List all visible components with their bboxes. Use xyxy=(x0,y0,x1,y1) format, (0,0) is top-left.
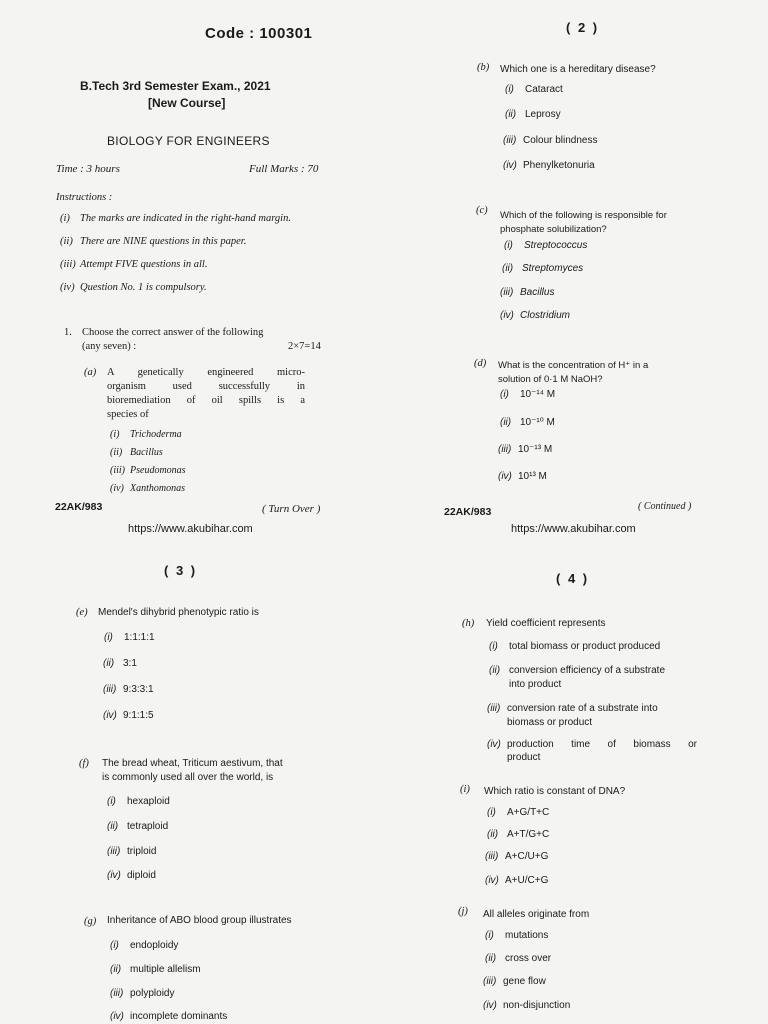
paper-code: Code : 100301 xyxy=(205,25,313,42)
option-item: (ii) tetraploid xyxy=(107,821,169,832)
option-item: (ii) 3:1 xyxy=(103,658,137,669)
question-i-label: (i) xyxy=(460,784,470,795)
option-item: (iii) 9:3:3:1 xyxy=(103,684,154,695)
option-item: (ii) Leprosy xyxy=(505,109,561,120)
question-a-line: A genetically engineered micro- xyxy=(107,367,305,378)
question-a-line: bioremediation of oil spills is a xyxy=(107,395,305,406)
question-j-text: All alleles originate from xyxy=(483,909,590,920)
option-item: (i) total biomass or product produced xyxy=(489,641,661,652)
option-item: (iv) incomplete dominants xyxy=(110,1011,228,1022)
exam-time: Time : 3 hours xyxy=(56,163,120,175)
option-item: (i) 1:1:1:1 xyxy=(104,632,155,643)
question-i-text: Which ratio is constant of DNA? xyxy=(484,786,626,797)
question-1-text: Choose the correct answer of the following xyxy=(82,327,264,338)
question-e-label: (e) xyxy=(76,607,88,618)
option-item: (ii) A+T/G+C xyxy=(487,829,550,840)
footer-url[interactable]: https://www.akubihar.com xyxy=(128,523,253,535)
question-c-line: phosphate solubilization? xyxy=(500,224,607,235)
question-1-subtext: (any seven) : xyxy=(82,341,137,352)
option-item: (iv) Xanthomonas xyxy=(110,483,185,494)
option-item: (ii) cross over xyxy=(485,953,552,964)
option-item: (i) Cataract xyxy=(505,84,563,95)
question-h-label: (h) xyxy=(462,618,475,629)
option-item: (ii) Bacillus xyxy=(110,447,163,458)
question-1-number: 1. xyxy=(64,327,72,338)
option-item: (iv) 10¹³ M xyxy=(498,471,547,482)
question-g-label: (g) xyxy=(84,916,97,927)
option-item: (ii) conversion efficiency of a substrate xyxy=(489,665,666,676)
option-item: (iv) A+U/C+G xyxy=(485,875,549,886)
option-item: (i) A+G/T+C xyxy=(487,807,550,818)
question-c-line: Which of the following is responsible for xyxy=(500,210,667,221)
instruction-item: (ii) There are NINE questions in this paper. xyxy=(60,236,247,247)
option-item: (iii) 10⁻¹³ M xyxy=(498,444,553,455)
question-b-label: (b) xyxy=(477,62,490,73)
instruction-item: (iii) Attempt FIVE questions in all. xyxy=(60,259,208,270)
option-item: (iii) conversion rate of a substrate into xyxy=(487,703,658,714)
question-f-label: (f) xyxy=(79,758,89,769)
page-number: ( 2 ) xyxy=(566,20,600,35)
option-item: (i) Trichoderma xyxy=(110,429,182,440)
option-item: (iii) Colour blindness xyxy=(503,135,598,146)
option-item: (i) 10⁻¹⁴ M xyxy=(500,389,556,400)
option-item: (i) hexaploid xyxy=(107,796,170,807)
question-f-line: is commonly used all over the world, is xyxy=(102,772,274,783)
option-item: (i) endoploidy xyxy=(110,940,179,951)
exam-title: B.Tech 3rd Semester Exam., 2021 xyxy=(80,79,271,93)
footer-url[interactable]: https://www.akubihar.com xyxy=(511,523,636,535)
footer-code: 22AK/983 xyxy=(444,506,492,518)
option-item: (iv) Clostridium xyxy=(500,310,571,321)
option-item: (iv) Phenylketonuria xyxy=(503,160,595,171)
option-item-cont: biomass or product xyxy=(507,717,593,728)
question-e-text: Mendel's dihybrid phenotypic ratio is xyxy=(98,607,259,618)
option-item: (i) mutations xyxy=(485,930,549,941)
course-label: [New Course] xyxy=(148,96,226,110)
question-h-text: Yield coefficient represents xyxy=(486,618,606,629)
question-b-text: Which one is a hereditary disease? xyxy=(500,64,656,75)
option-item-cont: into product xyxy=(509,679,562,690)
option-item: (iv) production time of biomass or xyxy=(487,739,697,750)
instruction-item: (i) The marks are indicated in the right-hand margin. xyxy=(60,213,291,224)
page-number: ( 3 ) xyxy=(164,563,198,578)
question-f-line: The bread wheat, Triticum aestivum, that xyxy=(102,758,283,769)
option-item: (ii) 10⁻¹⁰ M xyxy=(500,417,555,428)
option-item: (iii) Bacillus xyxy=(500,287,555,298)
instruction-item: (iv) Question No. 1 is compulsory. xyxy=(60,282,207,293)
instructions-heading: Instructions : xyxy=(56,192,113,203)
option-item: (i) Streptococcus xyxy=(504,240,588,251)
option-item: (iii) A+C/U+G xyxy=(485,851,549,862)
option-item-cont: product xyxy=(507,752,541,763)
question-1-marks: 2×7=14 xyxy=(288,341,321,352)
question-d-line: What is the concentration of H⁺ in a xyxy=(498,360,649,371)
footer-turn-over: ( Turn Over ) xyxy=(262,503,321,515)
question-d-label: (d) xyxy=(474,358,487,369)
subject-title: BIOLOGY FOR ENGINEERS xyxy=(107,134,270,148)
option-item: (iii) polyploidy xyxy=(110,988,175,999)
question-a-line: organism used successfully in xyxy=(107,381,305,392)
question-c-label: (c) xyxy=(476,205,488,216)
option-item: (iii) Pseudomonas xyxy=(110,465,186,476)
option-item: (iii) gene flow xyxy=(483,976,546,987)
option-item: (iv) 9:1:1:5 xyxy=(103,710,154,721)
question-a-label: (a) xyxy=(84,367,97,378)
question-j-label: (j) xyxy=(458,906,468,917)
question-g-text: Inheritance of ABO blood group illustrates xyxy=(107,915,292,926)
question-d-line: solution of 0·1 M NaOH? xyxy=(498,374,603,385)
full-marks: Full Marks : 70 xyxy=(249,163,319,175)
option-item: (iv) non-disjunction xyxy=(483,1000,571,1011)
option-item: (iii) triploid xyxy=(107,846,157,857)
footer-code: 22AK/983 xyxy=(55,501,103,513)
option-item: (iv) diploid xyxy=(107,870,156,881)
option-item: (ii) multiple allelism xyxy=(110,964,201,975)
page-number: ( 4 ) xyxy=(556,571,590,586)
option-item: (ii) Streptomyces xyxy=(502,263,584,274)
footer-continued: ( Continued ) xyxy=(638,501,692,512)
question-a-line: species of xyxy=(107,409,149,420)
